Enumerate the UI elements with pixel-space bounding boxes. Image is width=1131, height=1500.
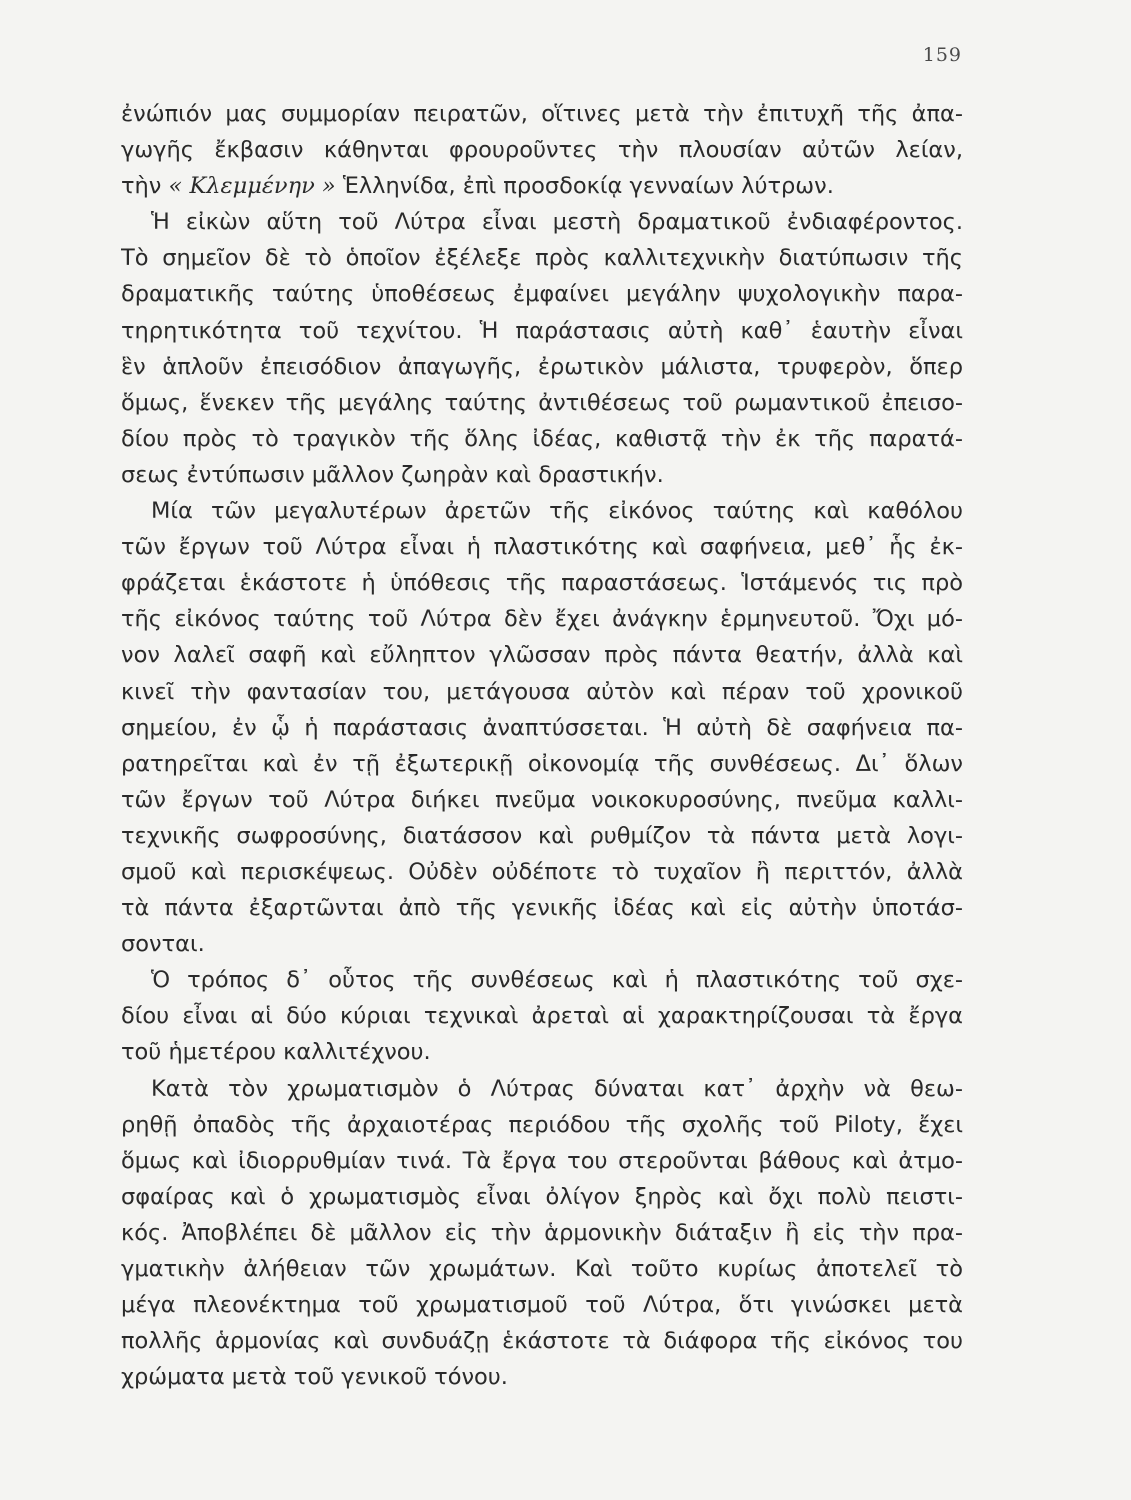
text-line	[121, 998, 963, 1034]
text-segment: Τὸ σημεῖον δὲ τὸ ὁποῖον ἐξέλεξε πρὸς καλλιτεχνικὴν διατύπωσιν τῆς	[121, 245, 963, 272]
text-line	[121, 818, 963, 854]
text-line	[121, 1143, 963, 1179]
text-segment: τὰ πάντα ἐξαρτῶνται ἀπὸ τῆς γενικῆς ἰδέας καὶ εἰς αὐτὴν ὑποτάσ-	[121, 895, 963, 922]
text-segment: χρώματα μετὰ τοῦ γενικοῦ τόνου.	[121, 1364, 508, 1391]
text-segment: τὴν	[121, 173, 169, 200]
text-line	[121, 1287, 963, 1323]
text-line	[121, 565, 963, 601]
text-line	[121, 674, 963, 710]
text-line	[121, 1107, 963, 1143]
text-line	[121, 1251, 963, 1287]
text-line	[121, 349, 963, 385]
text-segment: τῆς εἰκόνος ταύτης τοῦ Λύτρα δὲν ἔχει ἀνάγκην ἑρμηνευτοῦ. Ὄχι μό-	[121, 606, 963, 633]
text-segment: τῶν ἔργων τοῦ Λύτρα εἶναι ἡ πλαστικότης καὶ σαφήνεια, μεθ᾿ ἧς ἐκ-	[121, 534, 963, 561]
body-text	[121, 96, 963, 1395]
text-segment: ἓν ἁπλοῦν ἐπεισόδιον ἀπαγωγῆς, ἐρωτικὸν μάλιστα, τρυφερὸν, ὅπερ	[121, 353, 963, 380]
text-line	[121, 782, 963, 818]
text-segment: σημείου, ἐν ᾧ ἡ παράστασις ἀναπτύσσεται. Ἡ αὐτὴ δὲ σαφήνεια πα-	[121, 714, 963, 741]
page-number: 159	[922, 44, 962, 66]
text-segment: τῶν ἔργων τοῦ Λύτρα διήκει πνεῦμα νοικοκυροσύνης, πνεῦμα καλλι-	[121, 786, 963, 813]
text-line	[121, 962, 963, 998]
text-line	[121, 276, 963, 312]
text-line	[121, 1071, 963, 1107]
text-line	[121, 1323, 963, 1359]
text-segment: ρατηρεῖται καὶ ἐν τῇ ἐξωτερικῇ οἰκονομίᾳ τῆς συνθέσεως. Δι᾿ ὅλων	[121, 750, 963, 777]
text-line	[121, 313, 963, 349]
text-segment: γματικὴν ἀλήθειαν τῶν χρωμάτων. Καὶ τοῦτο κυρίως ἀποτελεῖ τὸ	[121, 1256, 963, 1282]
text-line	[121, 746, 963, 782]
text-segment: τηρητικότητα τοῦ τεχνίτου. Ἡ παράστασις αὐτὴ καθ᾿ ἑαυτὴν εἶναι	[121, 317, 963, 344]
text-line	[121, 1215, 963, 1251]
text-segment: σφαίρας καὶ ὁ χρωματισμὸς εἶναι ὀλίγον ξηρὸς καὶ ὄχι πολὺ πειστι-	[121, 1183, 963, 1210]
text-line	[121, 637, 963, 673]
text-segment: δραματικῆς ταύτης ὑποθέσεως ἐμφαίνει μεγάλην ψυχολογικὴν παρα-	[121, 281, 963, 308]
text-segment: σονται.	[121, 931, 205, 958]
text-line	[121, 385, 963, 421]
text-line	[121, 1034, 963, 1070]
text-line	[121, 529, 963, 565]
text-line	[121, 926, 963, 962]
italic-title-text: « Κλεμμένην »	[168, 173, 336, 200]
text-segment: δίου πρὸς τὸ τραγικὸν τῆς ὅλης ἰδέας, καθιστᾷ τὴν ἐκ τῆς παρατά-	[121, 425, 963, 452]
text-segment: γωγῆς ἔκβασιν κάθηνται φρουροῦντες τὴν πλουσίαν αὐτῶν λείαν,	[121, 137, 963, 164]
text-segment: Ὁ τρόπος δ᾿ οὗτος τῆς συνθέσεως καὶ ἡ πλαστικότης τοῦ σχε-	[151, 967, 963, 994]
text-line	[121, 854, 963, 890]
text-line	[121, 710, 963, 746]
text-segment: Ἡ εἰκὼν αὕτη τοῦ Λύτρα εἶναι μεστὴ δραματικοῦ ἐνδιαφέροντος.	[151, 209, 963, 236]
text-segment: σμοῦ καὶ περισκέψεως. Οὐδὲν οὐδέποτε τὸ τυχαῖον ἢ περιττόν, ἀλλὰ	[121, 858, 963, 885]
text-segment: ρηθῇ ὀπαδὸς τῆς ἀρχαιοτέρας περιόδου τῆς σχολῆς τοῦ Piloty, ἔχει	[121, 1111, 963, 1138]
text-segment: κινεῖ τὴν φαντασίαν του, μετάγουσα αὐτὸν καὶ πέραν τοῦ χρονικοῦ	[121, 678, 963, 705]
text-segment: σεως ἐντύπωσιν μᾶλλον ζωηρὰν καὶ δραστικήν.	[121, 461, 664, 488]
text-line	[121, 204, 963, 240]
text-line	[121, 457, 963, 493]
text-segment: ὅμως, ἕνεκεν τῆς μεγάλης ταύτης ἀντιθέσεως τοῦ ρωμαντικοῦ ἐπεισο-	[121, 389, 963, 416]
text-line	[121, 601, 963, 637]
text-segment: πολλῆς ἁρμονίας καὶ συνδυάζῃ ἑκάστοτε τὰ διάφορα τῆς εἰκόνος του	[121, 1328, 963, 1355]
text-line	[121, 493, 963, 529]
text-segment: Κατὰ τὸν χρωματισμὸν ὁ Λύτρας δύναται κατ᾿ ἀρχὴν νὰ θεω-	[151, 1075, 963, 1102]
text-segment: τοῦ ἡμετέρου καλλιτέχνου.	[121, 1039, 431, 1066]
text-segment: δίου εἶναι αἱ δύο κύριαι τεχνικαὶ ἀρεταὶ αἱ χαρακτηρίζουσαι τὰ ἔργα	[121, 1003, 963, 1030]
text-segment: φράζεται ἑκάστοτε ἡ ὑπόθεσις τῆς παραστάσεως. Ἱστάμενός τις πρὸ	[121, 570, 963, 597]
text-segment: Μία τῶν μεγαλυτέρων ἀρετῶν τῆς εἰκόνος ταύτης καὶ καθόλου	[151, 498, 963, 525]
text-line	[121, 421, 963, 457]
text-line	[121, 96, 963, 132]
text-segment: ὅμως καὶ ἰδιορρυθμίαν τινά. Τὰ ἔργα του στεροῦνται βάθους καὶ ἀτμο-	[121, 1147, 963, 1174]
text-line	[121, 240, 963, 276]
text-line	[121, 132, 963, 168]
text-line	[121, 168, 963, 204]
text-line	[121, 1179, 963, 1215]
text-line	[121, 890, 963, 926]
text-segment: τεχνικῆς σωφροσύνης, διατάσσον καὶ ρυθμίζον τὰ πάντα μετὰ λογι-	[121, 822, 963, 849]
text-segment: κός. Ἀποβλέπει δὲ μᾶλλον εἰς τὴν ἁρμονικὴν διάταξιν ἢ εἰς τὴν πρα-	[121, 1219, 963, 1246]
text-segment: Ἑλληνίδα, ἐπὶ προσδοκίᾳ γενναίων λύτρων.	[335, 173, 834, 200]
text-segment: νον λαλεῖ σαφῆ καὶ εὔληπτον γλῶσσαν πρὸς πάντα θεατήν, ἀλλὰ καὶ	[121, 642, 963, 669]
text-segment: ἐνώπιόν μας συμμορίαν πειρατῶν, οἵτινες μετὰ τὴν ἐπιτυχῆ τῆς ἀπα-	[121, 101, 963, 127]
text-segment: μέγα πλεονέκτημα τοῦ χρωματισμοῦ τοῦ Λύτρα, ὅτι γινώσκει μετὰ	[121, 1292, 963, 1319]
text-line	[121, 1359, 963, 1395]
